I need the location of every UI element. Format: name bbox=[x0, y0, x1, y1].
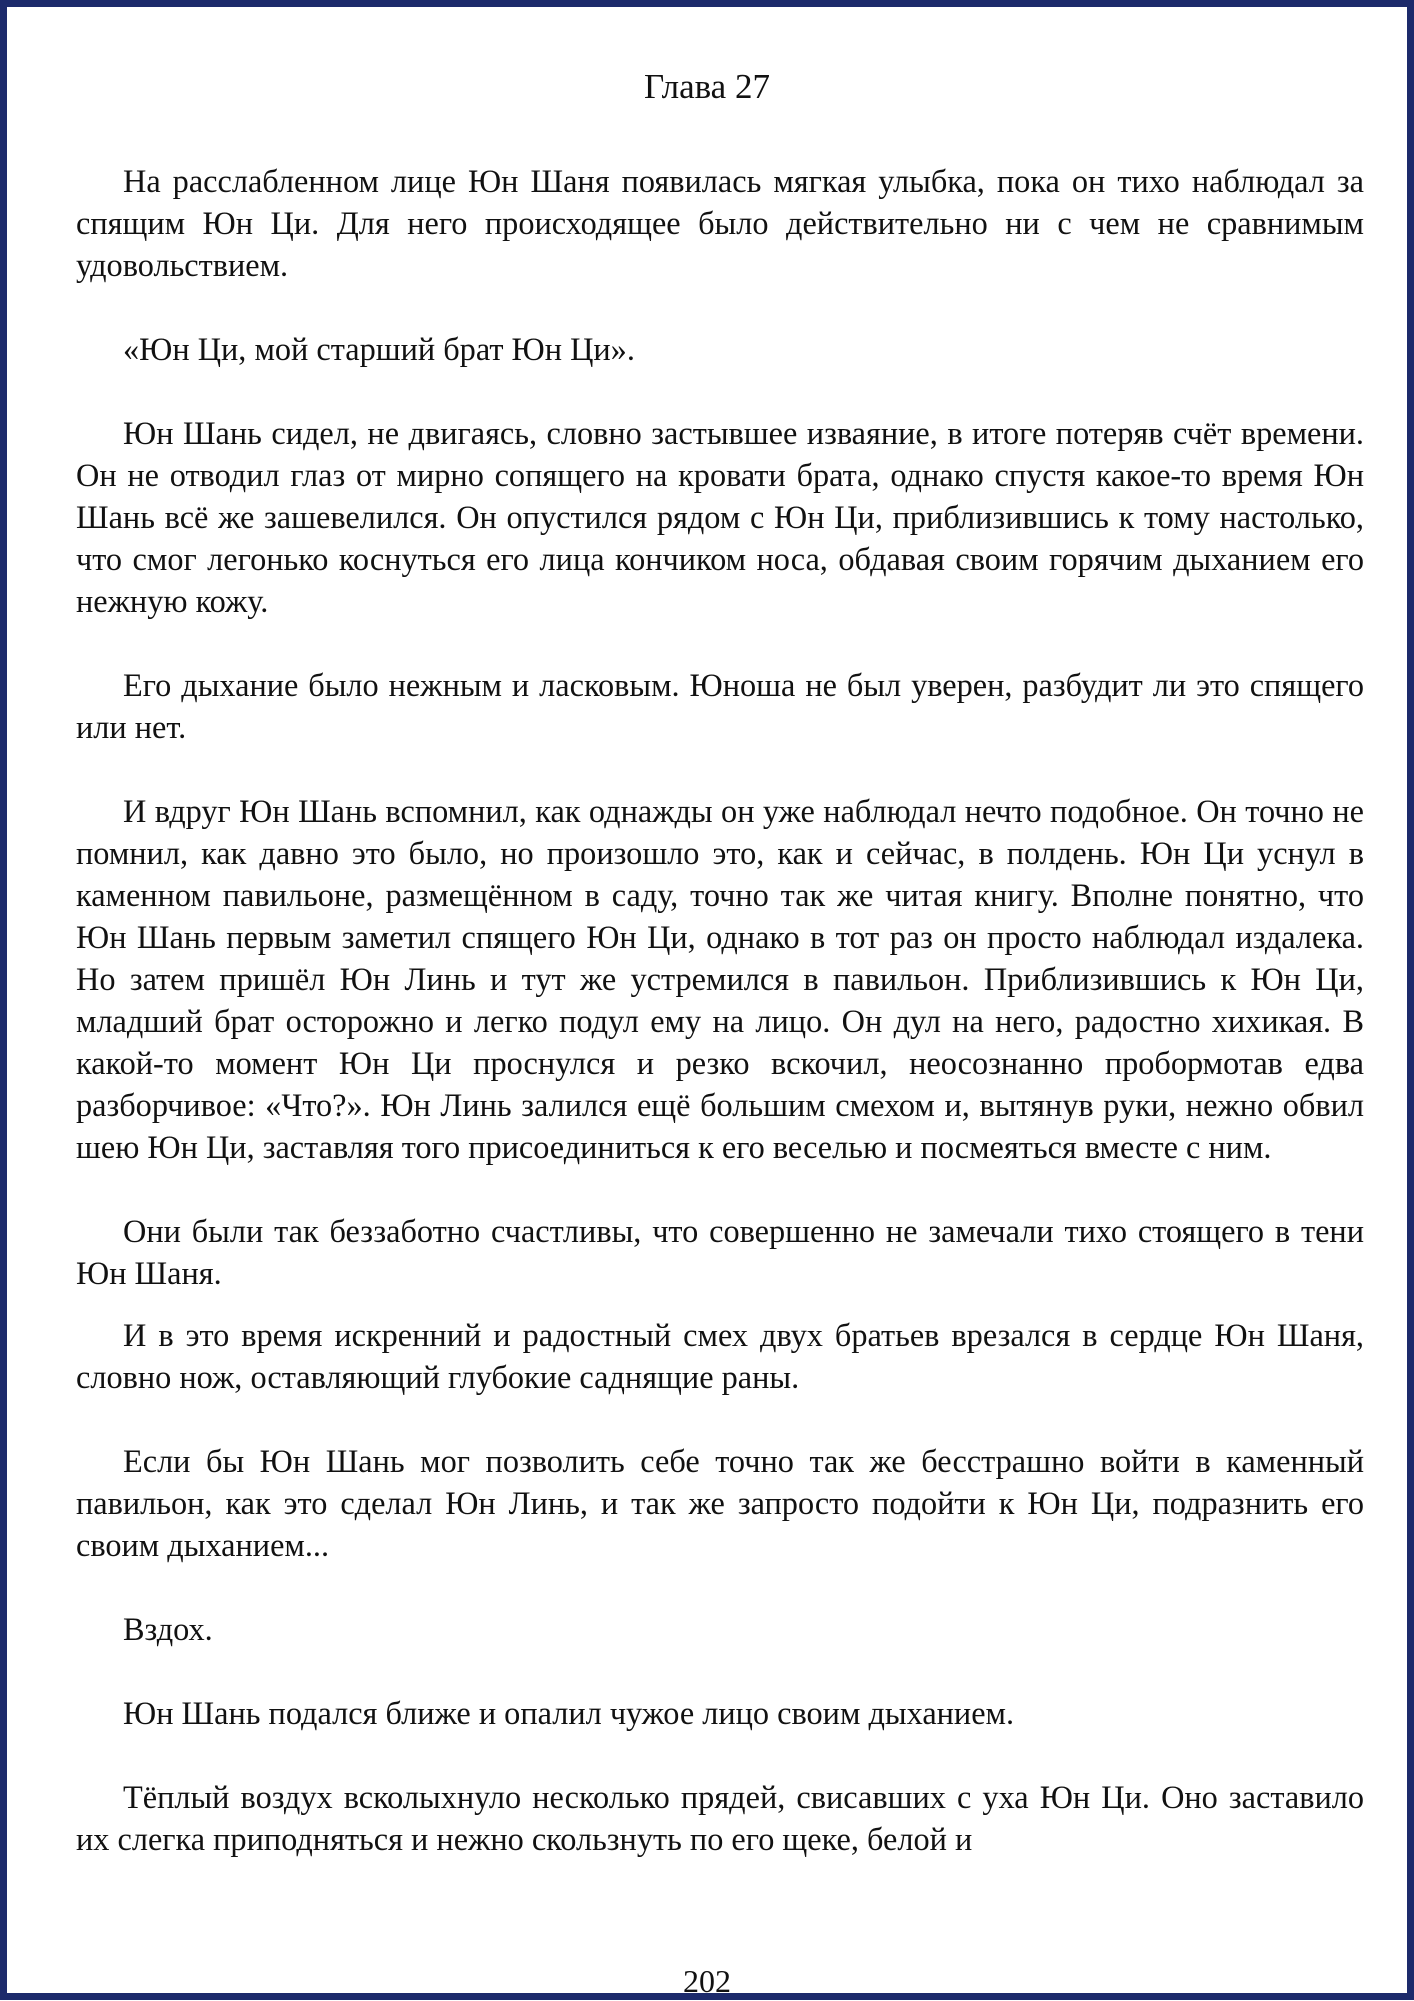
paragraph: «Юн Ци, мой старший брат Юн Ци». bbox=[123, 331, 635, 367]
page-number: 202 bbox=[683, 1963, 731, 1999]
paragraph: На расслабленном лице Юн Шаня появилась мягкая улыбка, пока он тихо наблюдал за спящим Юн Ци. Для него происходящее было действительно ни с чем не сравнимым удовольствием. bbox=[76, 163, 1364, 283]
paragraph: Они были так беззаботно счастливы, что совершенно не замечали тихо стоящего в тени Юн Шаня. bbox=[76, 1213, 1364, 1291]
paragraph: И вдруг Юн Шань вспомнил, как однажды он уже наблюдал нечто подобное. Он точно не помнил, как давно это было, но произошло это, как и сейчас, в полдень. Юн Ци уснул в каменном павильоне, размещённом в саду, точно так же читая книгу. Вполне понятно, что Юн Шань первым заметил спящего Юн Ци, однако в тот раз он просто наблюдал издалека. Но затем пришёл Юн Линь и тут же устремился в павильон. Приблизившись к Юн Ци, младший брат осторожно и легко подул ему на лицо. Он дул на него, радостно хихикая. В какой-то момент Юн Ци проснулся и резко вскочил, неосознанно пробормотав едва разборчивое: «Что?». Юн Линь залился ещё большим смехом и, вытянув руки, нежно обвил шею Юн Ци, заставляя того присоединиться к его веселью и посмеяться вместе с ним. bbox=[76, 793, 1364, 1165]
paragraph: Вздох. bbox=[123, 1611, 213, 1647]
paragraph: Тёплый воздух всколыхнуло несколько прядей, свисавших с уха Юн Ци. Оно заставило их слегка приподняться и нежно скользнуть по его щеке, белой и bbox=[76, 1779, 1364, 1857]
paragraph: Если бы Юн Шань мог позволить себе точно так же бесстрашно войти в каменный павильон, как это сделал Юн Линь, и так же запросто подойти к Юн Ци, подразнить его своим дыханием... bbox=[76, 1443, 1364, 1563]
paragraph: Юн Шань сидел, не двигаясь, словно застывшее изваяние, в итоге потеряв счёт времени. Он не отводил глаз от мирно сопящего на кровати брата, однако спустя какое-то время Юн Шань всё же зашевелился. Он опустился рядом с Юн Ци, приблизившись к тому настолько, что смог легонько коснуться его лица кончиком носа, обдавая своим горячим дыханием его нежную кожу. bbox=[76, 415, 1364, 619]
chapter-body bbox=[76, 160, 1364, 1902]
paragraph: И в это время искренний и радостный смех двух братьев врезался в сердце Юн Шаня, словно нож, оставляющий глубокие саднящие раны. bbox=[76, 1317, 1364, 1395]
paragraph: Его дыхание было нежным и ласковым. Юноша не был уверен, разбудит ли это спящего или нет. bbox=[76, 667, 1364, 745]
chapter-title: Глава 27 bbox=[644, 67, 770, 106]
paragraph: Юн Шань подался ближе и опалил чужое лицо своим дыханием. bbox=[123, 1695, 1015, 1731]
